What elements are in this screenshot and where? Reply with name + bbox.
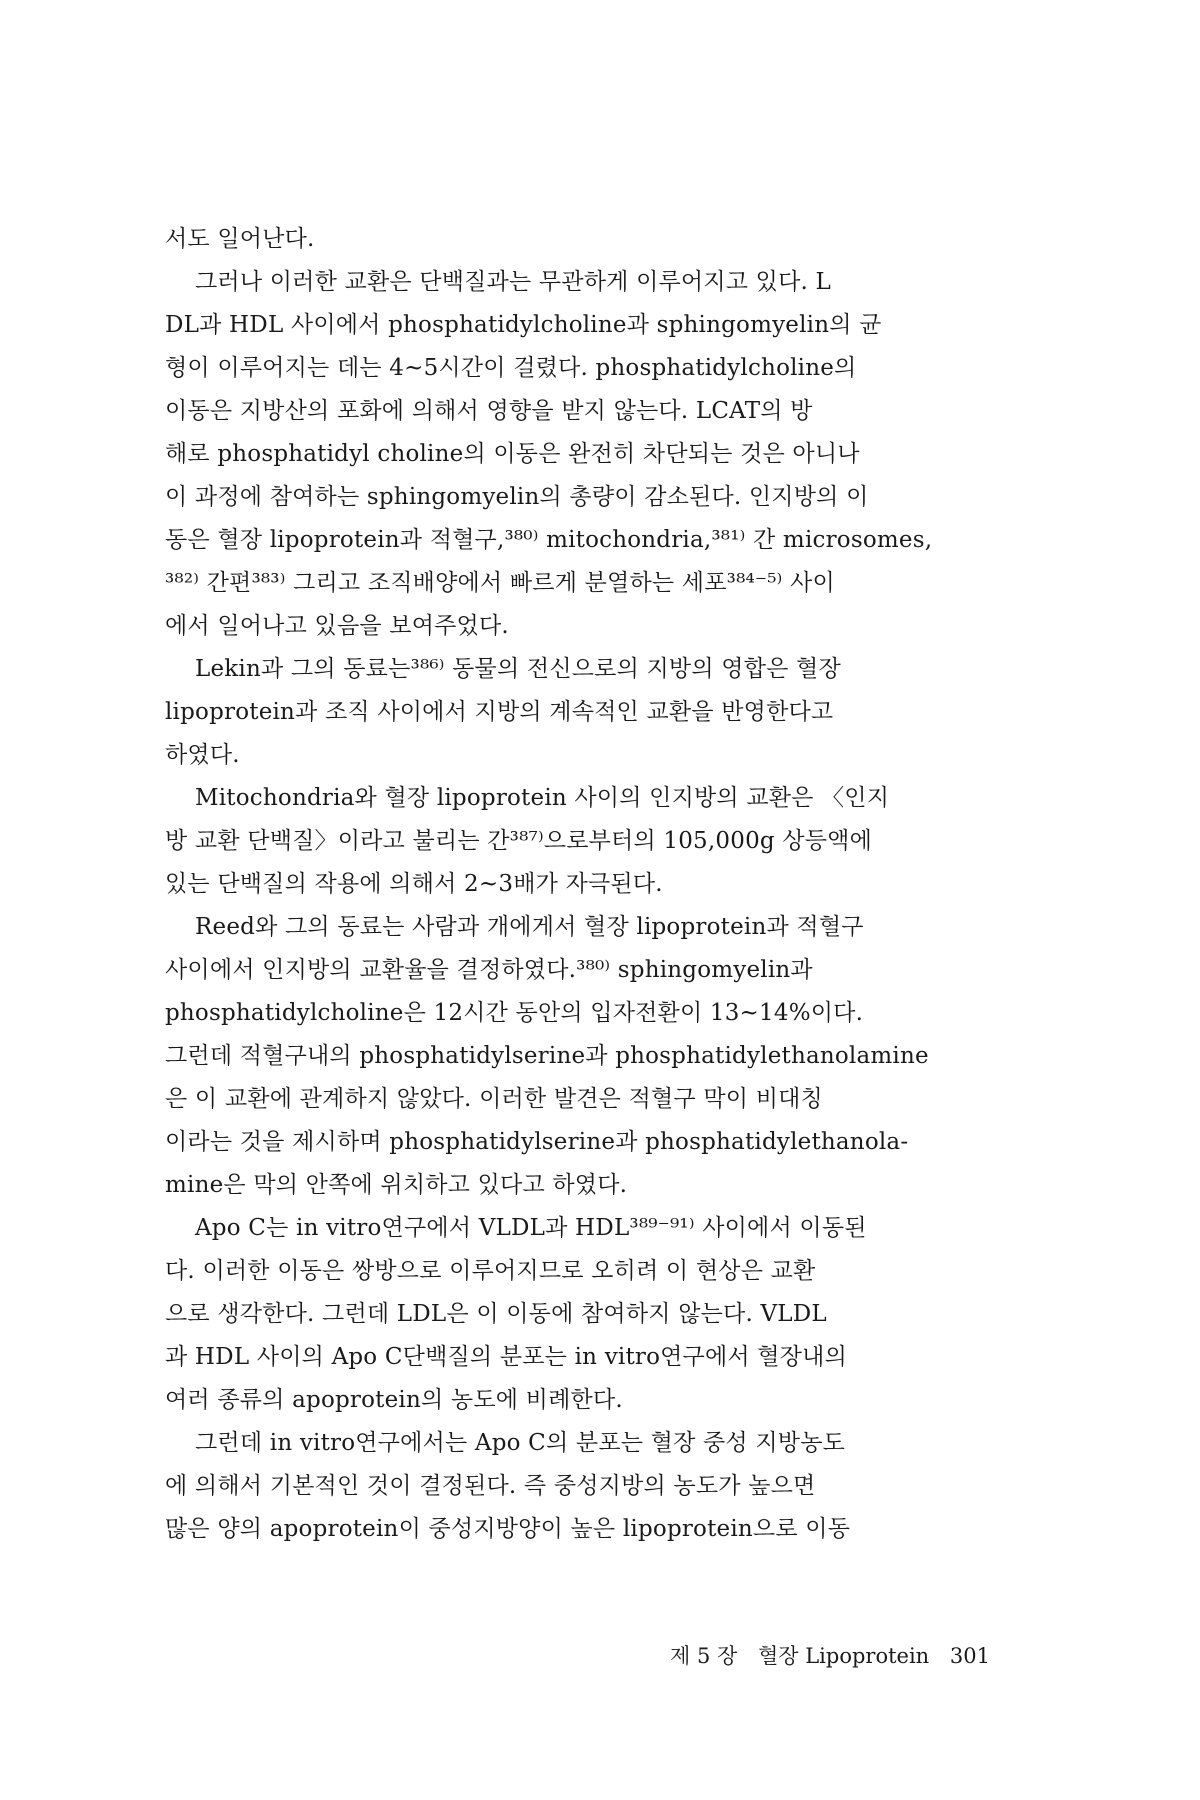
page-number: 301 — [949, 1644, 990, 1668]
text-line: 서도 일어난다. — [165, 226, 315, 252]
text-line: 해로 phosphatidyl choline의 이동은 완전히 차단되는 것은 아니나 — [165, 441, 860, 467]
text-line: 방 교환 단백질〉이라고 불리는 간³⁸⁷⁾으로부터의 105,000g 상등액에 — [165, 828, 873, 854]
footer-title: 혈장 Lipoprotein — [757, 1644, 930, 1668]
text-line: 과 HDL 사이의 Apo C단백질의 분포는 in vitro연구에서 혈장내의 — [165, 1344, 847, 1370]
text-line: 이 과정에 참여하는 sphingomyelin의 총량이 감소된다. 인지방의 이 — [165, 484, 869, 510]
text-line: 으로 생각한다. 그런데 LDL은 이 이동에 참여하지 않는다. VLDL — [165, 1301, 827, 1327]
text-line: 이라는 것을 제시하며 phosphatidylserine과 phosphatidylethanola- — [165, 1129, 909, 1155]
text-line: 에 의해서 기본적인 것이 결정된다. 즉 중성지방의 농도가 높으면 — [165, 1473, 816, 1499]
text-line: 여러 종류의 apoprotein의 농도에 비례한다. — [165, 1387, 623, 1413]
text-line: 은 이 교환에 관계하지 않았다. 이러한 발견은 적혈구 막이 비대칭 — [165, 1086, 823, 1112]
text-line: 형이 이루어지는 데는 4~5시간이 걸렸다. phosphatidylcholine의 — [165, 355, 857, 381]
footer-chapter: 제 5 장 — [670, 1644, 738, 1668]
text-line: 하였다. — [165, 742, 240, 768]
text-line: 이동은 지방산의 포화에 의해서 영향을 받지 않는다. LCAT의 방 — [165, 398, 813, 424]
page-footer — [600, 1636, 990, 1676]
text-line: Apo C는 in vitro연구에서 VLDL과 HDL³⁸⁹⁻⁹¹⁾ 사이에서 이동된 — [195, 1215, 867, 1241]
text-line: DL과 HDL 사이에서 phosphatidylcholine과 sphingomyelin의 균 — [165, 312, 882, 338]
text-line: mine은 막의 안쪽에 위치하고 있다고 하였다. — [165, 1172, 628, 1198]
text-line: 동은 혈장 lipoprotein과 적혈구,³⁸⁰⁾ mitochondria,³⁸¹⁾ 간 microsomes, — [165, 527, 933, 553]
text-line: 사이에서 인지방의 교환율을 결정하였다.³⁸⁰⁾ sphingomyelin과 — [165, 957, 813, 983]
text-line: 많은 양의 apoprotein이 중성지방양이 높은 lipoprotein으로 이동 — [165, 1516, 851, 1542]
text-line: lipoprotein과 조직 사이에서 지방의 계속적인 교환을 반영한다고 — [165, 699, 834, 725]
text-line: 그런데 in vitro연구에서는 Apo C의 분포는 혈장 중성 지방농도 — [195, 1430, 846, 1456]
text-line: 다. 이러한 이동은 쌍방으로 이루어지므로 오히려 이 현상은 교환 — [165, 1258, 816, 1284]
text-line: ³⁸²⁾ 간편³⁸³⁾ 그리고 조직배양에서 빠르게 분열하는 세포³⁸⁴⁻⁵⁾ 사이 — [165, 570, 835, 596]
text-line: 에서 일어나고 있음을 보여주었다. — [165, 613, 509, 639]
text-line: 그런데 적혈구내의 phosphatidylserine과 phosphatidylethanolamine — [165, 1043, 929, 1069]
text-line: Lekin과 그의 동료는³⁸⁶⁾ 동물의 전신으로의 지방의 영합은 혈장 — [195, 656, 841, 682]
text-line: Reed와 그의 동료는 사람과 개에게서 혈장 lipoprotein과 적혈구 — [195, 914, 864, 940]
body-text — [165, 218, 995, 1551]
text-line: phosphatidylcholine은 12시간 동안의 입자전환이 13~14%이다. — [165, 1000, 864, 1026]
text-line: 그러나 이러한 교환은 단백질과는 무관하게 이루어지고 있다. L — [195, 269, 832, 295]
text-line: Mitochondria와 혈장 lipoprotein 사이의 인지방의 교환은 〈인지 — [195, 785, 890, 811]
text-line: 있는 단백질의 작용에 의해서 2~3배가 자극된다. — [165, 871, 663, 897]
